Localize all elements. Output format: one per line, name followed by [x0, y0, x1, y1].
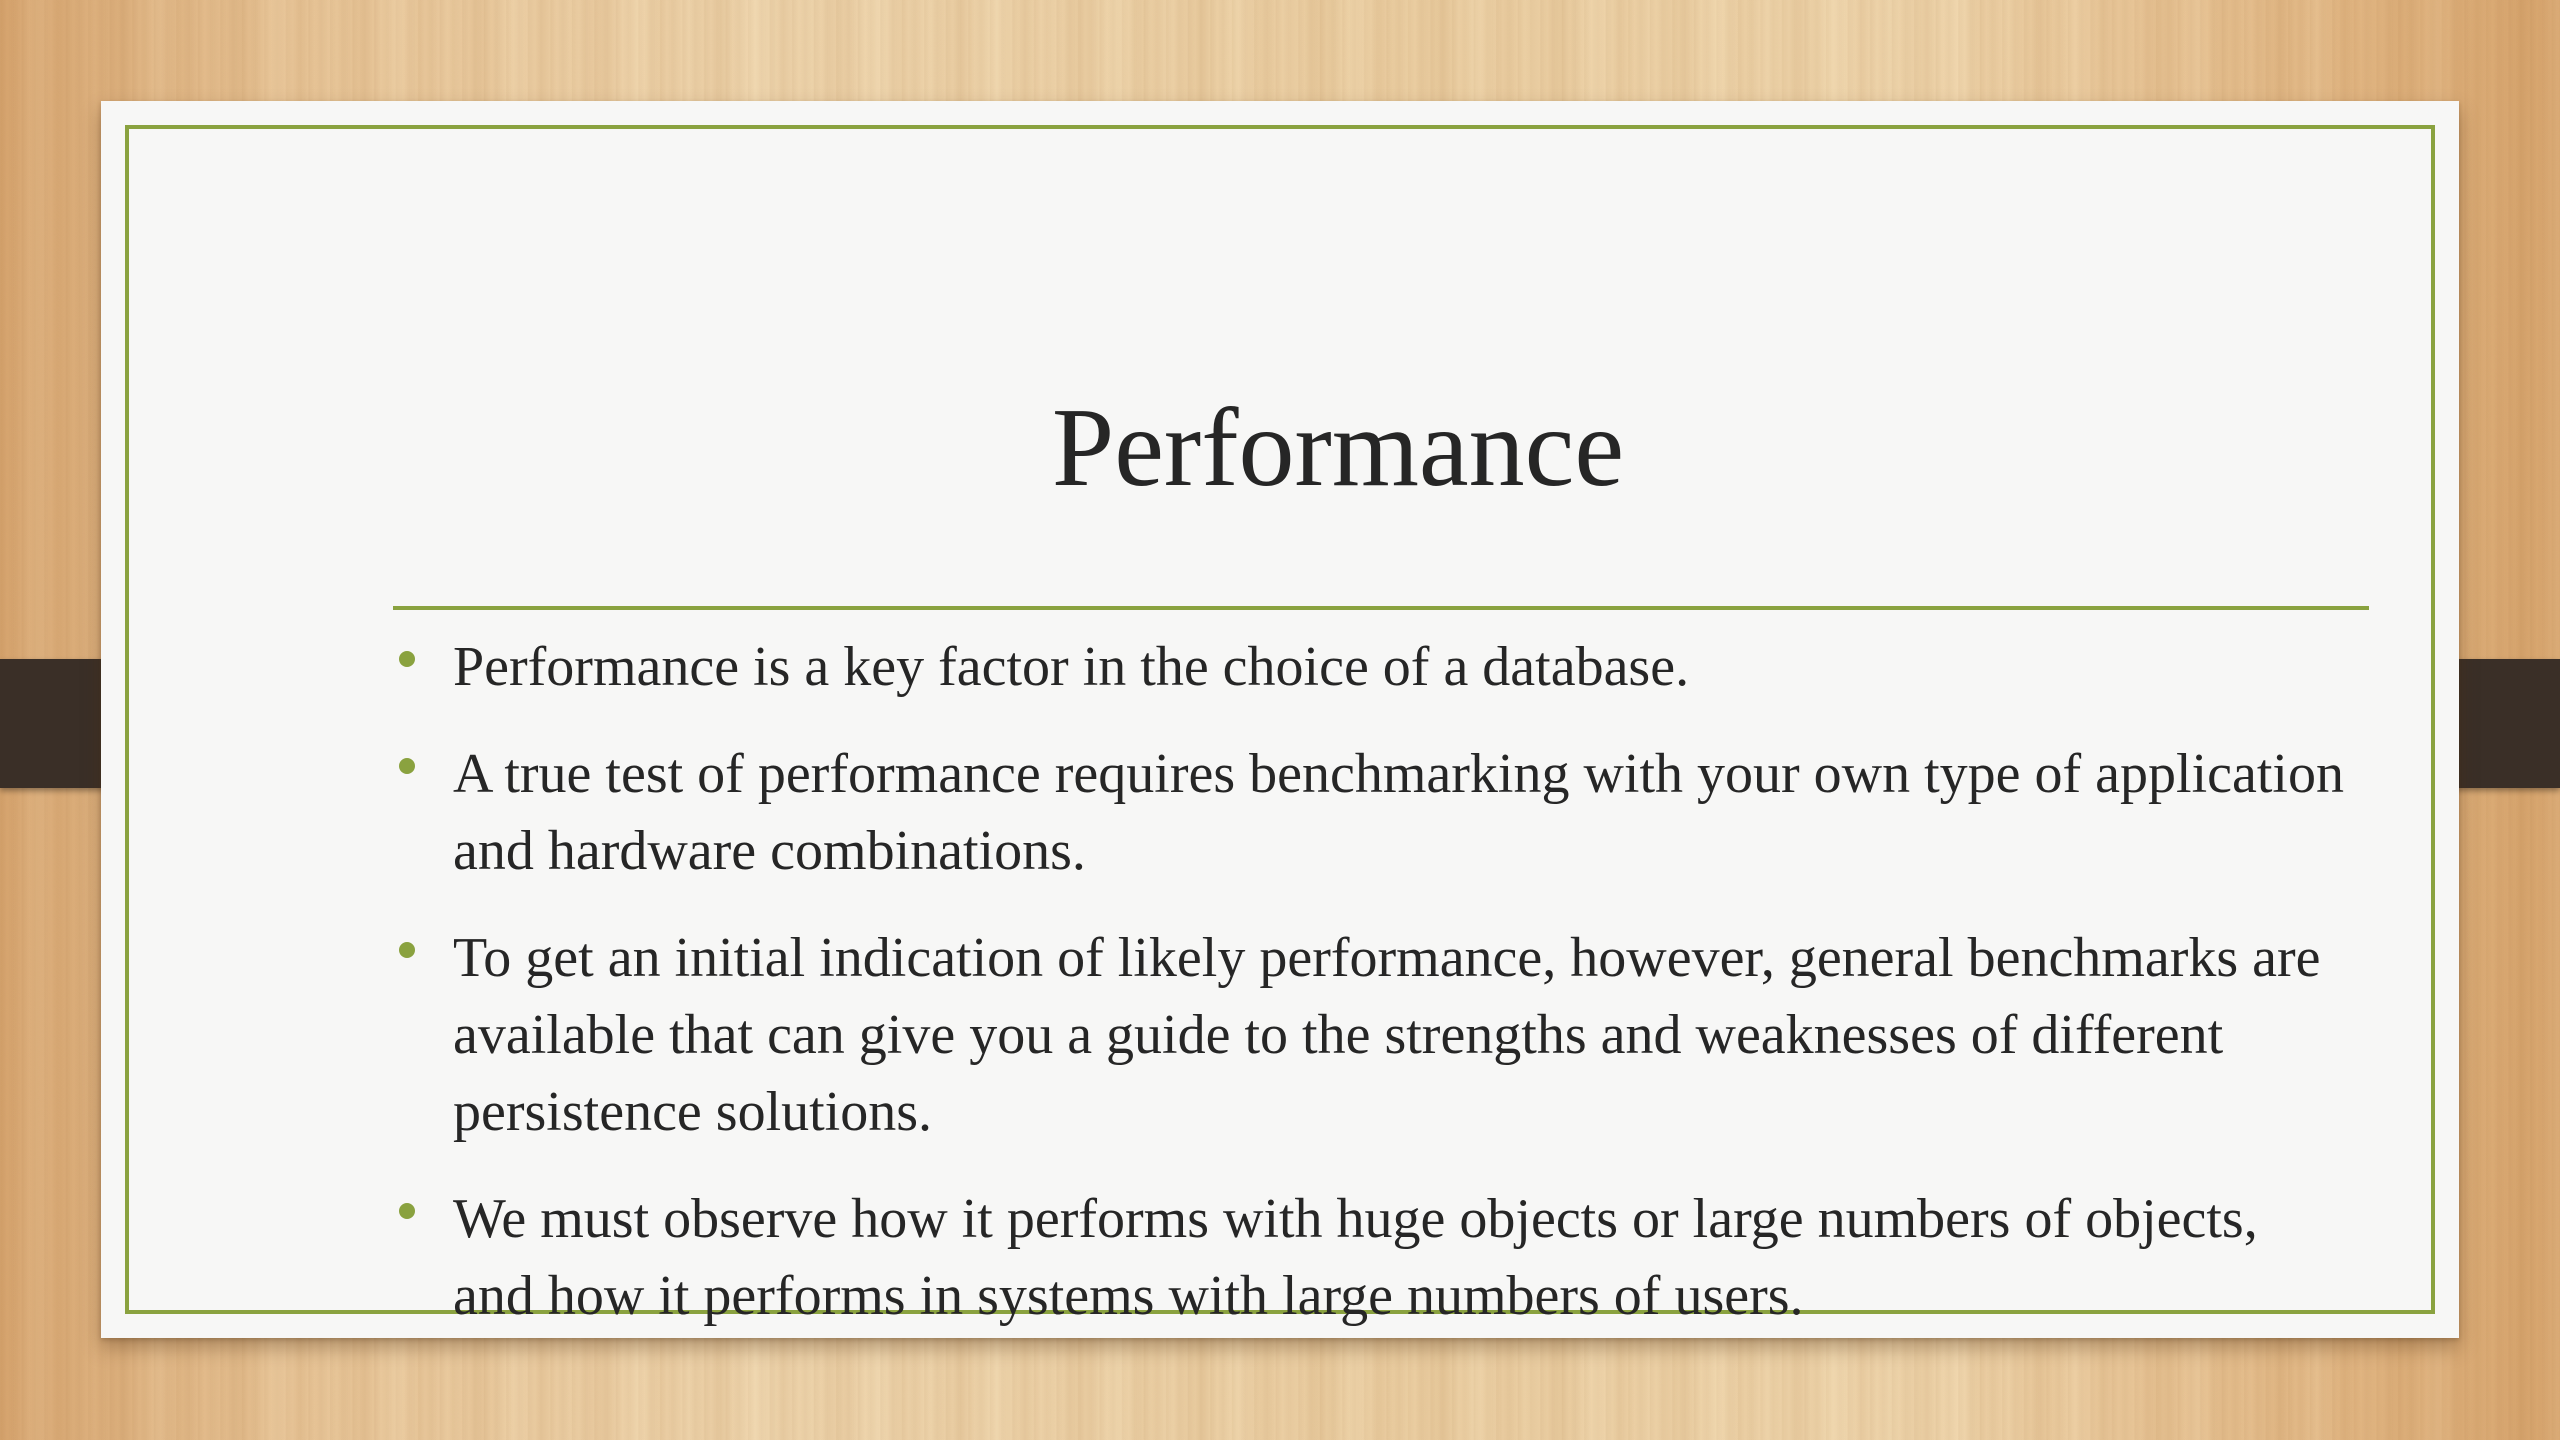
bullet-dot-icon — [399, 942, 415, 958]
bullet-dot-icon — [399, 1203, 415, 1219]
bullet-text: A true test of performance requires benchmarking with your own type of application and hardware combinations. — [453, 743, 2344, 882]
bullet-list — [391, 629, 2351, 1365]
bullet-dot-icon — [399, 651, 415, 667]
bullet-text: To get an initial indication of likely performance, however, general benchmarks are available that can give you a guide to the strengths and weaknesses of different persistence solutions. — [453, 927, 2321, 1143]
title-divider — [393, 606, 2369, 610]
bullet-item — [391, 629, 2351, 706]
bullet-text: We must observe how it performs with huge objects or large numbers of objects, and how it performs in systems with large numbers of users. — [453, 1188, 2258, 1327]
slide-card — [101, 101, 2459, 1338]
bullet-text: Performance is a key factor in the choice of a database. — [453, 636, 1690, 698]
bullet-dot-icon — [399, 758, 415, 774]
slide-title: Performance — [1051, 386, 1625, 510]
bullet-item — [391, 736, 2351, 890]
bullet-item — [391, 1181, 2351, 1335]
bullet-item — [391, 920, 2351, 1151]
